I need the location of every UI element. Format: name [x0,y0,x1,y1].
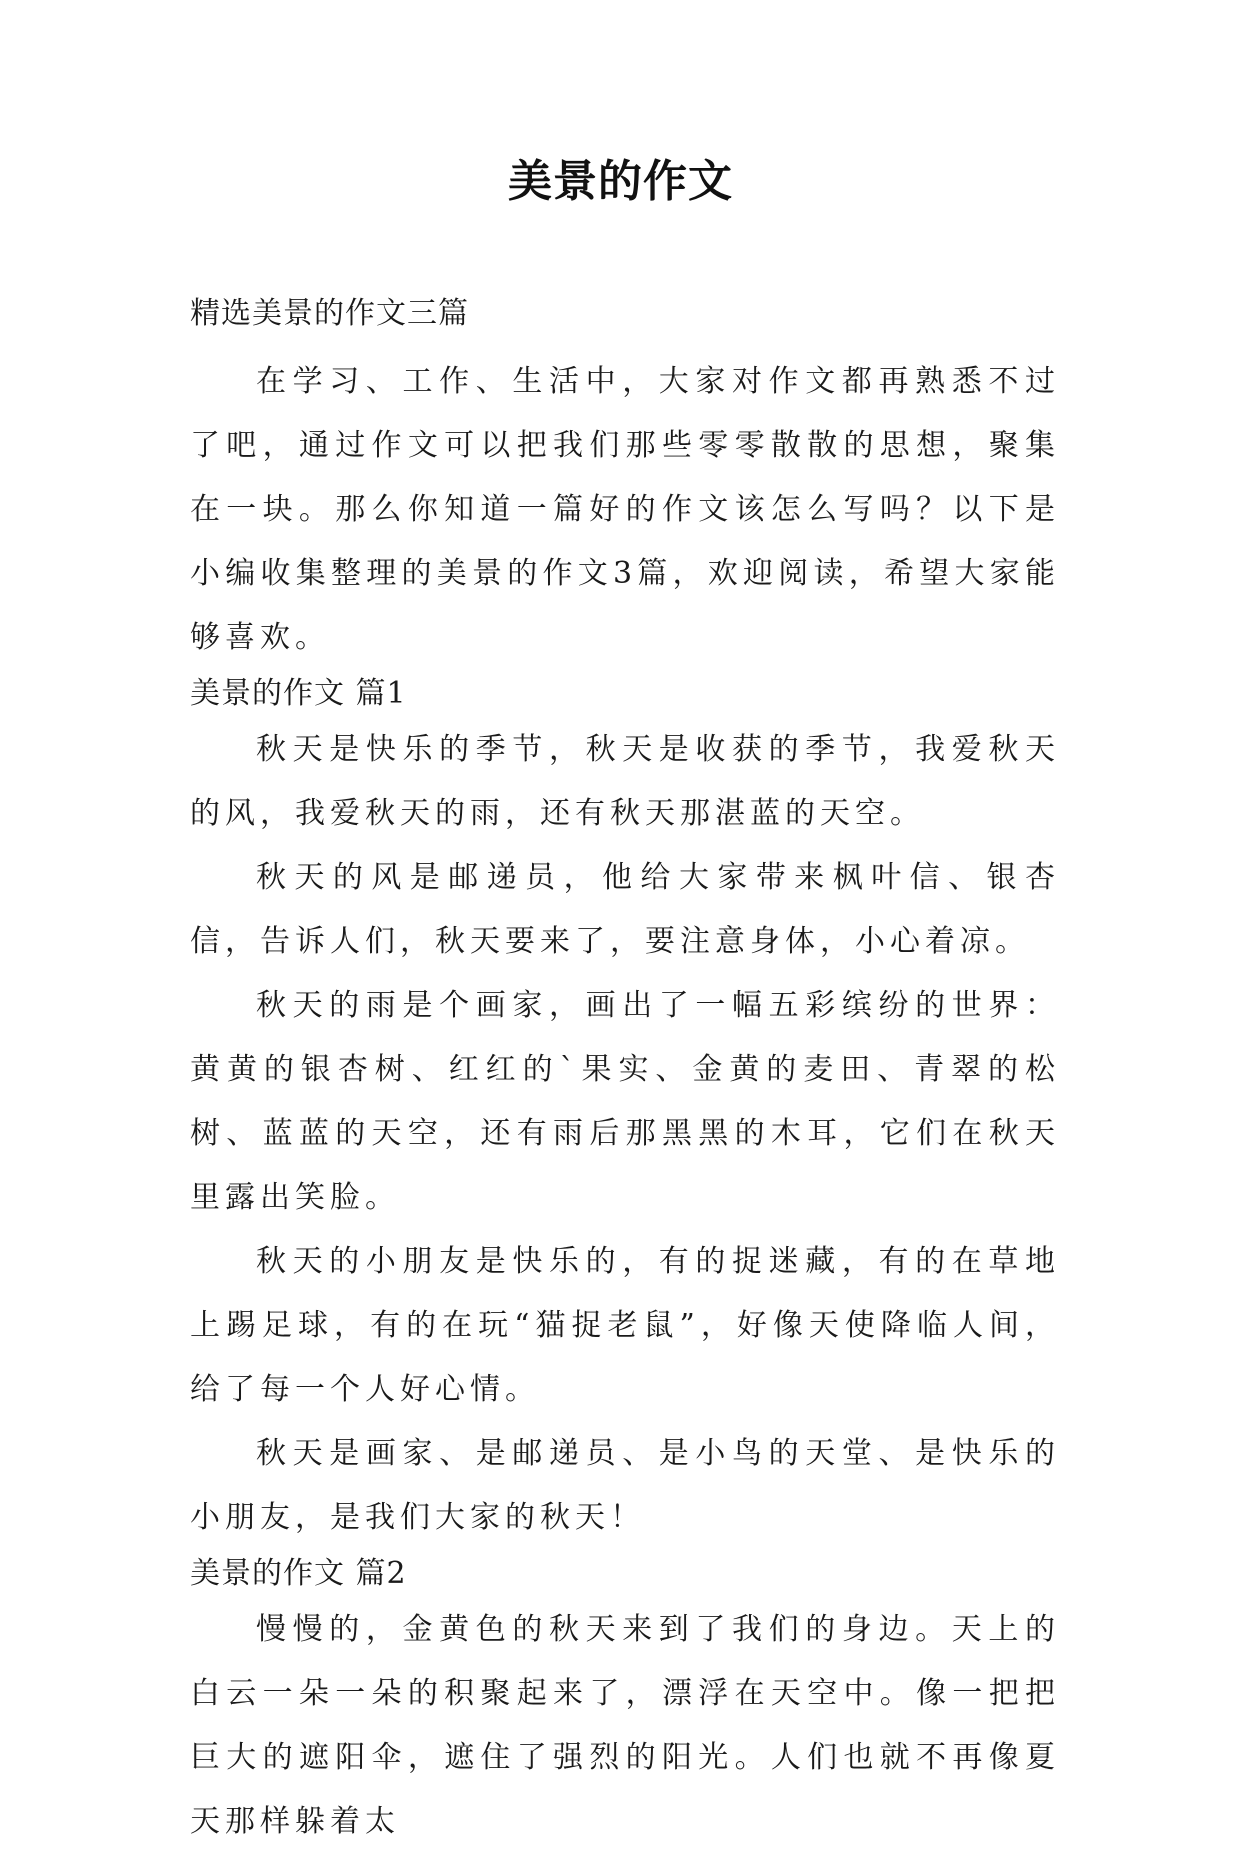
section-1-paragraph: 秋天的风是邮递员，他给大家带来枫叶信、银杏信，告诉人们，秋天要来了，要注意身体，小心着凉。 [190,860,1060,959]
section-1-paragraph: 秋天是快乐的季节，秋天是收获的季节，我爱秋天的风，我爱秋天的雨，还有秋天那湛蓝的天空。 [190,732,1060,831]
document-title: 美景的作文 [508,156,733,207]
section-1-paragraph: 秋天是画家、是邮递员、是小鸟的天堂、是快乐的小朋友，是我们大家的秋天！ [190,1436,1060,1535]
section-heading-1: 美景的作文 篇1 [190,676,407,711]
intro-heading: 精选美景的作文三篇 [190,296,469,331]
section-2-paragraph: 慢慢的，金黄色的秋天来到了我们的身边。天上的白云一朵一朵的积聚起来了，漂浮在天空中。像一把把巨大的遮阳伞，遮住了强烈的阳光。人们也就不再像夏天那样躲着太 [190,1612,1060,1839]
section-heading-2: 美景的作文 篇2 [190,1556,407,1591]
section-1-paragraph: 秋天的雨是个画家，画出了一幅五彩缤纷的世界：黄黄的银杏树、红红的`果实、金黄的麦田、青翠的松树、蓝蓝的天空，还有雨后那黑黑的木耳，它们在秋天里露出笑脸。 [190,988,1060,1215]
section-1-paragraph: 秋天的小朋友是快乐的，有的捉迷藏，有的在草地上踢足球，有的在玩“猫捉老鼠”，好像天使降临人间，给了每一个人好心情。 [190,1244,1060,1407]
intro-paragraph: 在学习、工作、生活中，大家对作文都再熟悉不过了吧，通过作文可以把我们那些零零散散的思想，聚集在一块。那么你知道一篇好的作文该怎么写吗？以下是小编收集整理的美景的作文3篇，欢迎阅读，希望大家能够喜欢。 [190,364,1060,655]
document-body [190,290,1060,1854]
